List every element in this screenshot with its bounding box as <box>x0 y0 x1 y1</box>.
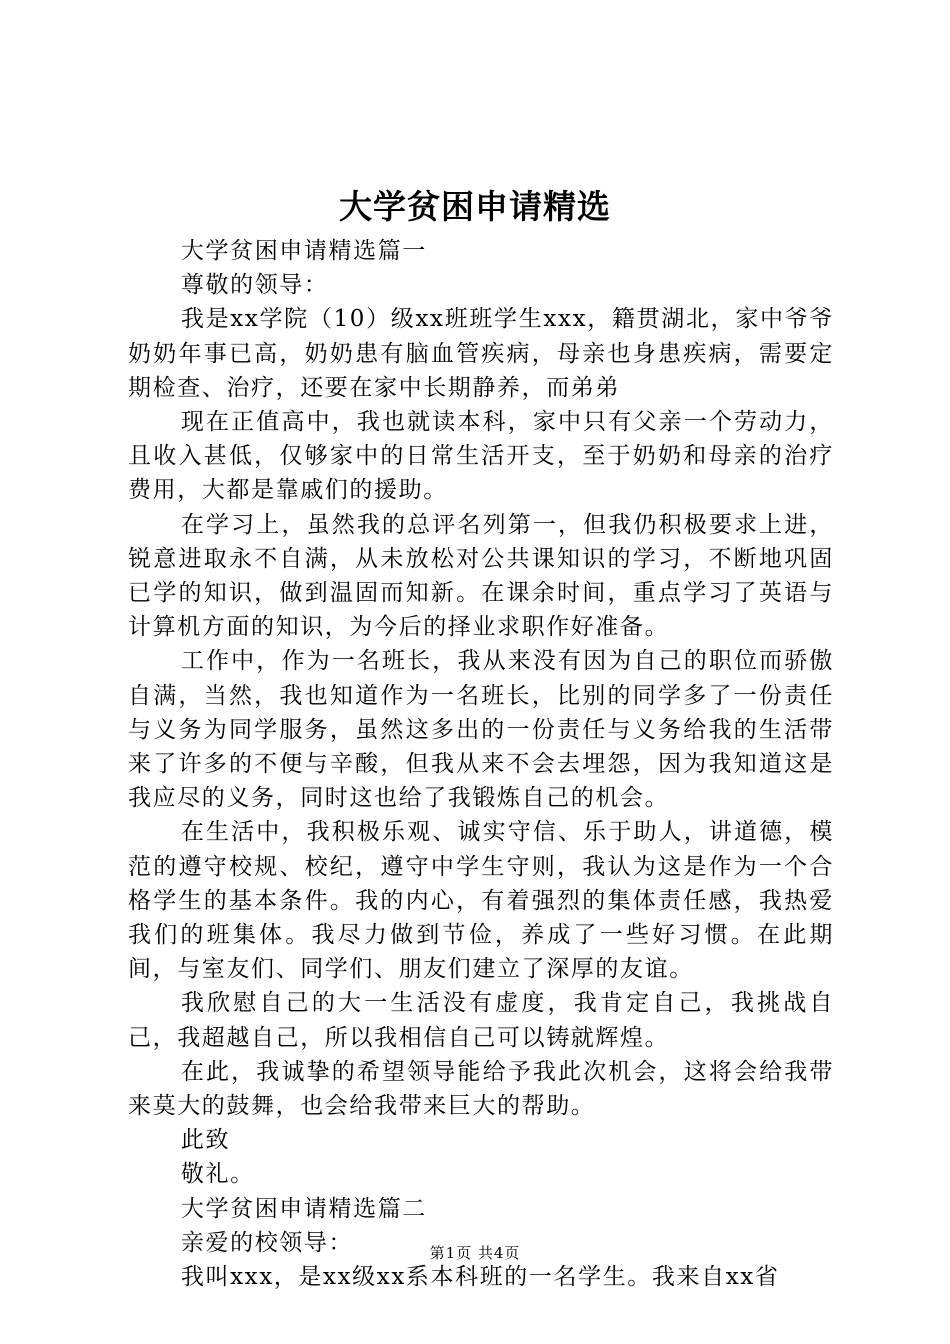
salutation-2: 亲爱的校领导： <box>180 1229 354 1256</box>
section-heading-1: 大学贫困申请精选篇一 <box>180 238 427 264</box>
paragraph: 在学习上，虽然我的总评名列第一，但我仍积极要求上进，锐意进取永不自满，从未放松对公共课知识的学习，不断地巩固已学的知识，做到温固而知新。在课余时间，重点学习了英语与计算机方面的知识，为今后的择业求职作好准备。 <box>128 511 834 641</box>
section-heading-2: 大学贫困申请精选篇二 <box>180 1195 427 1222</box>
page-footer: 第1页 共4页 <box>429 1244 521 1262</box>
paragraph: 我是xx学院（10）级xx班班学生xxx，籍贯湖北，家中爷爷奶奶年事已高，奶奶患有脑血管疾病，母亲也身患疾病，需要定期检查、治疗，还要在家中长期静养，而弟弟 <box>128 306 834 401</box>
salutation-1: 尊敬的领导： <box>180 272 329 299</box>
paragraph: 在生活中，我积极乐观、诚实守信、乐于助人，讲道德，模范的遵守校规、校纪，遵守中学生守则，我认为这是作为一个合格学生的基本条件。我的内心，有着强烈的集体责任感，我热爱我们的班集体。我尽力做到节俭，养成了一些好习惯。在此期间，与室友们、同学们、朋友们建立了深厚的友谊。 <box>128 819 834 983</box>
document-title: 大学贫困申请精选 <box>339 187 611 226</box>
paragraph: 现在正值高中，我也就读本科，家中只有父亲一个劳动力，且收入甚低，仅够家中的日常生活开支，至于奶奶和母亲的治疗费用，大都是靠戚们的援助。 <box>128 409 834 504</box>
paragraph: 我欣慰自己的大一生活没有虚度，我肯定自己，我挑战自己，我超越自己，所以我相信自己可以铸就辉煌。 <box>128 990 834 1051</box>
paragraph: 我叫xxx，是xx级xx系本科班的一名学生。我来自xx省 <box>180 1264 780 1291</box>
closing-line: 此致 <box>180 1127 231 1154</box>
closing-regards: 敬礼。 <box>180 1161 255 1188</box>
paragraph: 在此，我诚挚的希望领导能给予我此次机会，这将会给我带来莫大的鼓舞，也会给我带来巨大的帮助。 <box>128 1058 834 1120</box>
paragraph: 工作中，作为一名班长，我从来没有因为自己的职位而骄傲自满，当然，我也知道作为一名班长，比别的同学多了一份责任与义务为同学服务，虽然这多出的一份责任与义务给我的生活带来了许多的不便与辛酸，但我从来不会去埋怨，因为我知道这是我应尽的义务，同时这也给了我锻炼自己的机会。 <box>128 648 834 812</box>
document-body <box>128 234 834 1294</box>
